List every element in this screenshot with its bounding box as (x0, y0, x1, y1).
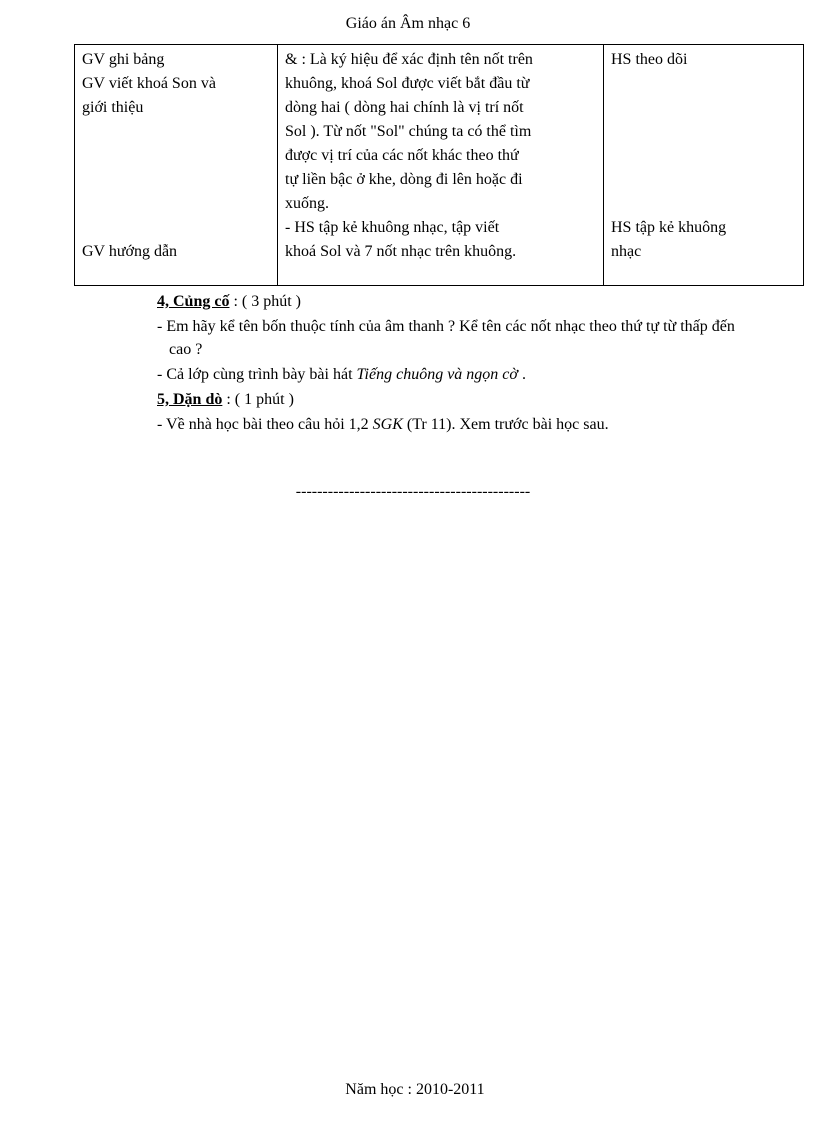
spacer (611, 144, 796, 168)
content-line: dòng hai ( dòng hai chính là vị trí nốt (285, 99, 524, 116)
section-5-item-1 (157, 413, 757, 436)
student-line-1: HS theo dõi (611, 51, 688, 68)
spacer (82, 192, 270, 216)
spacer (82, 216, 270, 240)
page-footer: Năm học : 2010-2011 (345, 1081, 485, 1098)
item-1-suffix: (Tr 11). Xem trước bài học sau. (402, 416, 609, 433)
teacher-line-2: GV viết khoá Son và (82, 75, 216, 92)
content-line: & : Là ký hiệu để xác định tên nốt trên (285, 51, 533, 68)
section-4-title: 4, Củng cố (157, 293, 230, 310)
section-5-duration: : ( 1 phút ) (222, 391, 294, 408)
song-title: Tiếng chuông và ngọn cờ (356, 366, 518, 383)
student-line-3: nhạc (611, 243, 642, 260)
section-4-duration: : ( 3 phút ) (229, 293, 301, 310)
section-dan-do (157, 388, 757, 436)
section-cung-co (157, 290, 757, 386)
content-cell (278, 45, 604, 286)
table-row (75, 45, 804, 286)
item-2-suffix: . (517, 366, 526, 383)
teacher-line-4: GV hướng dẫn (82, 243, 178, 260)
content-line: - HS tập kẻ khuông nhạc, tập viết (285, 219, 500, 236)
content-line: Sol ). Từ nốt "Sol" chúng ta có thể tìm (285, 123, 532, 140)
section-4-item-1: - Em hãy kể tên bốn thuộc tính của âm thanh ? Kể tên các nốt nhạc theo thứ tự từ thấp đến cao ? (157, 318, 735, 358)
item-2-prefix: - Cả lớp cùng trình bày bài hát (157, 366, 357, 383)
spacer (611, 96, 796, 120)
sgk-label: SGK (372, 416, 403, 433)
content-line: xuống. (285, 195, 329, 212)
student-line-2: HS tập kẻ khuông (611, 219, 727, 236)
section-5-heading (157, 388, 757, 411)
teacher-line-3: giới thiệu (82, 99, 144, 116)
student-activity-cell (604, 45, 804, 286)
page-header: Giáo án Âm nhạc 6 (345, 15, 471, 32)
lesson-table (74, 44, 804, 286)
spacer (611, 168, 796, 192)
spacer (82, 120, 270, 144)
spacer (611, 120, 796, 144)
content-line: khoá Sol và 7 nốt nhạc trên khuông. (285, 243, 517, 260)
teacher-activity-cell (75, 45, 278, 286)
content-line: tự liền bậc ở khe, dòng đi lên hoặc đi (285, 171, 523, 188)
separator-line: -------------------------------------------- (295, 483, 531, 500)
content-line: được vị trí của các nốt khác theo thứ (285, 147, 519, 164)
section-4-heading (157, 290, 757, 313)
content-line: khuông, khoá Sol được viết bắt đầu từ (285, 75, 530, 92)
teacher-line-1: GV ghi bảng (82, 51, 165, 68)
section-4-item-2 (157, 363, 757, 386)
spacer (611, 72, 796, 96)
spacer (82, 144, 270, 168)
section-5-title: 5, Dặn dò (157, 391, 223, 408)
spacer (82, 168, 270, 192)
item-1-prefix: - Về nhà học bài theo câu hỏi 1,2 (157, 416, 373, 433)
spacer (611, 192, 796, 216)
